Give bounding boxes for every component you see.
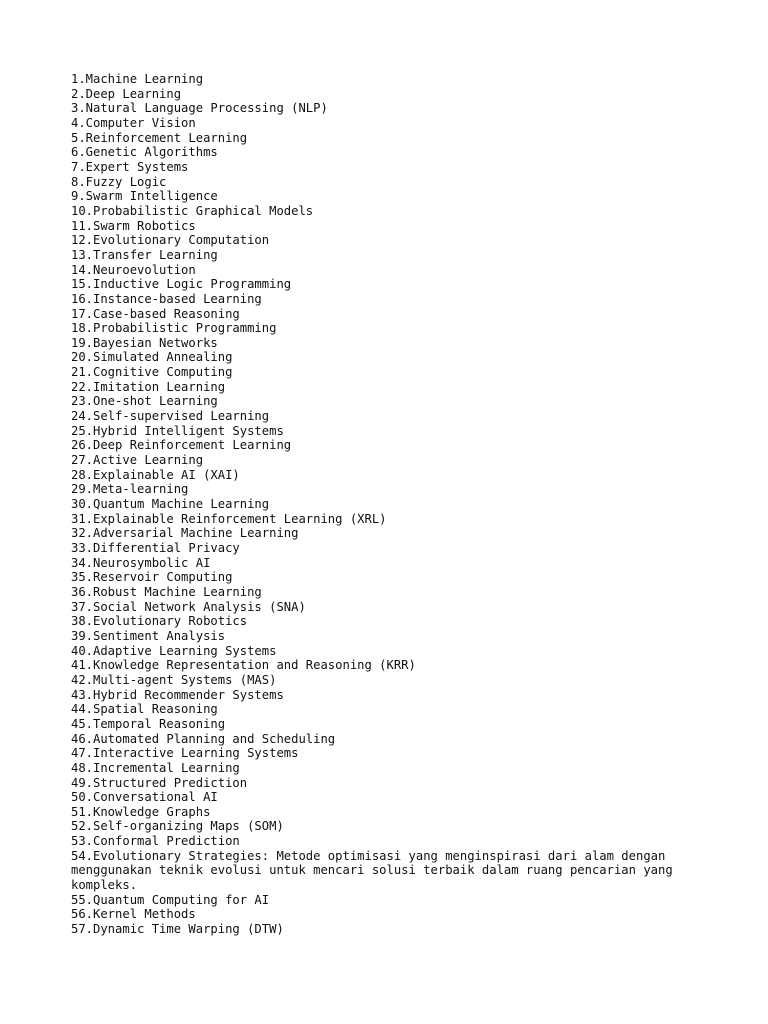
list-item: 12.Evolutionary Computation <box>71 233 270 248</box>
list-item: 1.Machine Learning <box>71 72 204 86</box>
list-item: 42.Multi-agent Systems (MAS) <box>71 672 277 687</box>
list-item: 17.Case-based Reasoning <box>71 306 240 321</box>
list-item: 21.Cognitive Computing <box>71 365 233 380</box>
list-item: 45.Temporal Reasoning <box>71 716 226 731</box>
list-item: 37.Social Network Analysis (SNA) <box>71 599 306 614</box>
list-item: 5.Reinforcement Learning <box>71 130 248 145</box>
list-item: 26.Deep Reinforcement Learning <box>71 438 292 453</box>
ai-topic-list <box>71 72 711 937</box>
list-item: 22.Imitation Learning <box>71 379 226 394</box>
list-item: 40.Adaptive Learning Systems <box>71 643 277 658</box>
list-item: 51.Knowledge Graphs <box>71 804 211 819</box>
list-item: 53.Conformal Prediction <box>71 834 240 849</box>
list-item: 30.Quantum Machine Learning <box>71 497 270 512</box>
list-item: 44.Spatial Reasoning <box>71 702 218 717</box>
list-item: 32.Adversarial Machine Learning <box>71 526 299 541</box>
list-item: 46.Automated Planning and Scheduling <box>71 731 336 746</box>
list-item: 41.Knowledge Representation and Reasoning (KRR) <box>71 658 416 673</box>
list-item: 52.Self-organizing Maps (SOM) <box>71 819 284 834</box>
list-item: 7.Expert Systems <box>71 159 189 174</box>
list-item: 34.Neurosymbolic AI <box>71 555 211 570</box>
list-item: 3.Natural Language Processing (NLP) <box>71 101 328 116</box>
list-item: 20.Simulated Annealing <box>71 350 233 365</box>
list-item: 10.Probabilistic Graphical Models <box>71 203 314 218</box>
list-item: 35.Reservoir Computing <box>71 570 233 585</box>
list-item: 54.Evolutionary Strategies: Metode optimisasi yang menginspirasi dari alam dengan menggunakan teknik evolusi untuk mencari solusi terbaik dalam ruang pencarian yang kompleks. <box>71 848 681 893</box>
list-item: 38.Evolutionary Robotics <box>71 614 248 629</box>
list-item: 13.Transfer Learning <box>71 247 218 262</box>
document-page <box>71 72 711 937</box>
list-item: 29.Meta-learning <box>71 482 189 497</box>
list-item: 4.Computer Vision <box>71 115 196 130</box>
list-item: 14.Neuroevolution <box>71 262 196 277</box>
list-item: 31.Explainable Reinforcement Learning (XRL) <box>71 511 387 526</box>
list-item: 9.Swarm Intelligence <box>71 189 218 204</box>
list-item: 8.Fuzzy Logic <box>71 174 167 189</box>
list-item: 55.Quantum Computing for AI <box>71 892 270 907</box>
list-item: 56.Kernel Methods <box>71 907 196 922</box>
list-item: 11.Swarm Robotics <box>71 218 196 233</box>
list-item: 18.Probabilistic Programming <box>71 321 277 336</box>
list-item: 6.Genetic Algorithms <box>71 145 218 160</box>
list-item: 27.Active Learning <box>71 453 204 468</box>
list-item: 24.Self-supervised Learning <box>71 409 270 424</box>
list-item: 19.Bayesian Networks <box>71 335 218 350</box>
list-item: 28.Explainable AI (XAI) <box>71 467 240 482</box>
list-item: 25.Hybrid Intelligent Systems <box>71 423 284 438</box>
list-item: 39.Sentiment Analysis <box>71 628 226 643</box>
list-item: 43.Hybrid Recommender Systems <box>71 687 284 702</box>
list-item: 49.Structured Prediction <box>71 775 248 790</box>
list-item: 48.Incremental Learning <box>71 760 240 775</box>
list-item: 33.Differential Privacy <box>71 541 240 555</box>
list-item: 50.Conversational AI <box>71 790 218 805</box>
list-item: 15.Inductive Logic Programming <box>71 277 292 292</box>
list-item: 2.Deep Learning <box>71 86 182 101</box>
list-item: 36.Robust Machine Learning <box>71 584 262 599</box>
list-item: 57.Dynamic Time Warping (DTW) <box>71 922 284 937</box>
list-item: 47.Interactive Learning Systems <box>71 746 299 761</box>
list-item: 23.One-shot Learning <box>71 394 218 409</box>
list-item: 16.Instance-based Learning <box>71 291 262 306</box>
